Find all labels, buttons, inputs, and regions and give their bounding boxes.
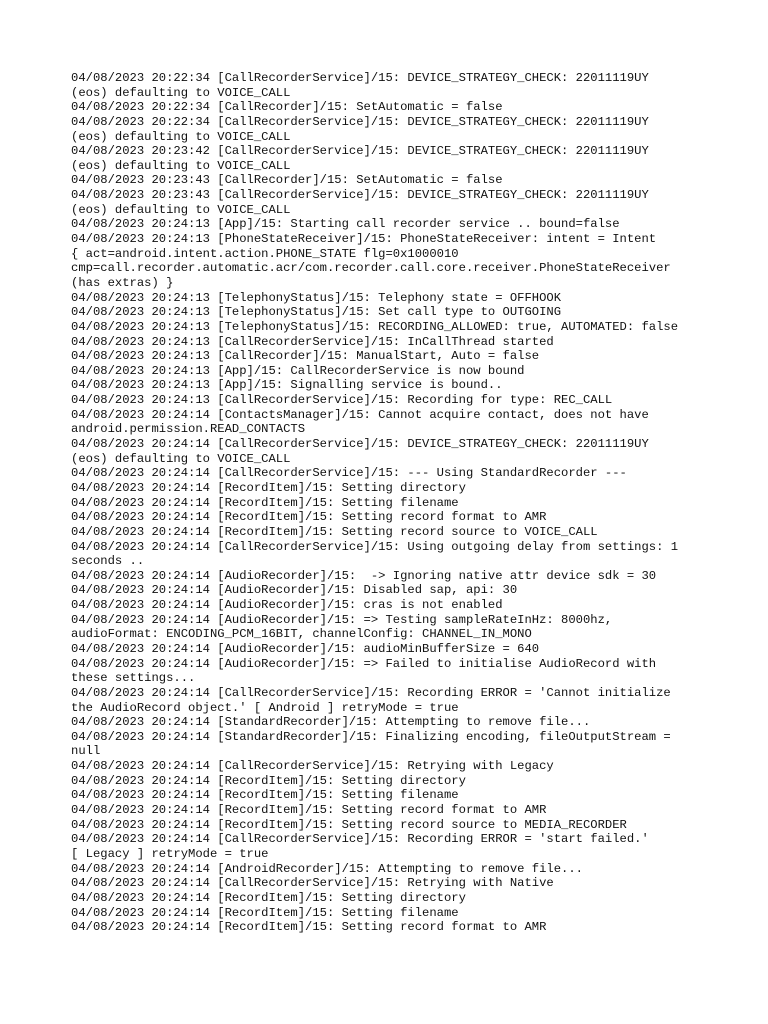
log-line: [ Legacy ] retryMode = true <box>71 846 269 861</box>
log-line: 04/08/2023 20:24:14 [CallRecorderService]/15: Recording ERROR = 'Cannot initialize <box>71 685 671 700</box>
log-line: 04/08/2023 20:22:34 [CallRecorderService]/15: DEVICE_STRATEGY_CHECK: 22011119UY <box>71 114 649 129</box>
log-line: 04/08/2023 20:24:13 [TelephonyStatus]/15: RECORDING_ALLOWED: true, AUTOMATED: false <box>71 319 679 334</box>
log-line: 04/08/2023 20:24:14 [CallRecorderService]/15: --- Using StandardRecorder --- <box>71 466 627 481</box>
log-line: 04/08/2023 20:24:14 [CallRecorderService]/15: Retrying with Native <box>71 876 554 891</box>
log-line: null <box>71 744 101 759</box>
log-line: 04/08/2023 20:24:13 [PhoneStateReceiver]/15: PhoneStateReceiver: intent = Intent <box>71 232 657 247</box>
log-line: 04/08/2023 20:22:34 [CallRecorderService]/15: DEVICE_STRATEGY_CHECK: 22011119UY <box>71 71 649 85</box>
log-line: (eos) defaulting to VOICE_CALL <box>71 129 291 144</box>
log-line: 04/08/2023 20:24:14 [RecordItem]/15: Setting record source to VOICE_CALL <box>71 524 598 539</box>
log-line: 04/08/2023 20:24:14 [RecordItem]/15: Setting filename <box>71 788 459 803</box>
log-line: 04/08/2023 20:24:13 [App]/15: Starting call recorder service .. bound=false <box>71 217 620 232</box>
log-line: 04/08/2023 20:24:14 [RecordItem]/15: Setting directory <box>71 480 466 495</box>
log-line: 04/08/2023 20:24:13 [CallRecorderService]/15: InCallThread started <box>71 334 554 349</box>
log-line: cmp=call.recorder.automatic.acr/com.recorder.call.core.receiver.PhoneStateReceiver <box>71 261 671 276</box>
log-line: 04/08/2023 20:24:14 [AudioRecorder]/15: => Failed to initialise AudioRecord with <box>71 656 657 671</box>
log-line: 04/08/2023 20:24:14 [AndroidRecorder]/15: Attempting to remove file... <box>71 861 583 876</box>
log-line: 04/08/2023 20:24:14 [RecordItem]/15: Setting record format to AMR <box>71 510 547 525</box>
log-line: 04/08/2023 20:24:14 [RecordItem]/15: Setting filename <box>71 495 459 510</box>
log-line: 04/08/2023 20:24:14 [AudioRecorder]/15: audioMinBufferSize = 640 <box>71 641 540 656</box>
log-line: 04/08/2023 20:24:14 [CallRecorderService]/15: DEVICE_STRATEGY_CHECK: 22011119UY <box>71 437 649 452</box>
log-line: 04/08/2023 20:24:14 [AudioRecorder]/15: Disabled sap, api: 30 <box>71 583 518 598</box>
log-line: the AudioRecord object.' [ Android ] retryMode = true <box>71 700 459 715</box>
log-line: 04/08/2023 20:22:34 [CallRecorder]/15: SetAutomatic = false <box>71 100 503 115</box>
log-line: 04/08/2023 20:24:14 [RecordItem]/15: Setting filename <box>71 905 459 920</box>
log-line: 04/08/2023 20:24:13 [CallRecorder]/15: ManualStart, Auto = false <box>71 349 540 364</box>
log-line: seconds .. <box>71 554 145 569</box>
log-line: 04/08/2023 20:24:14 [RecordItem]/15: Setting record format to AMR <box>71 920 547 935</box>
log-line: 04/08/2023 20:24:14 [AudioRecorder]/15: cras is not enabled <box>71 598 503 613</box>
log-line: 04/08/2023 20:24:14 [RecordItem]/15: Setting record source to MEDIA_RECORDER <box>71 817 627 832</box>
log-line: 04/08/2023 20:24:14 [CallRecorderService]/15: Using outgoing delay from settings: 1 <box>71 539 679 554</box>
log-line: 04/08/2023 20:23:42 [CallRecorderService]/15: DEVICE_STRATEGY_CHECK: 22011119UY <box>71 144 649 159</box>
log-line: 04/08/2023 20:24:13 [TelephonyStatus]/15: Telephony state = OFFHOOK <box>71 290 562 305</box>
log-line: 04/08/2023 20:24:13 [TelephonyStatus]/15: Set call type to OUTGOING <box>71 305 562 320</box>
log-line: 04/08/2023 20:24:14 [StandardRecorder]/15: Attempting to remove file... <box>71 715 591 730</box>
log-line: 04/08/2023 20:23:43 [CallRecorderService]/15: DEVICE_STRATEGY_CHECK: 22011119UY <box>71 188 649 203</box>
log-line: android.permission.READ_CONTACTS <box>71 422 306 437</box>
log-document <box>71 71 711 935</box>
log-line: 04/08/2023 20:24:14 [ContactsManager]/15: Cannot acquire contact, does not have <box>71 407 649 422</box>
log-line: 04/08/2023 20:24:14 [RecordItem]/15: Setting record format to AMR <box>71 803 547 818</box>
log-line: 04/08/2023 20:24:14 [AudioRecorder]/15: => Testing sampleRateInHz: 8000hz, <box>71 612 613 627</box>
log-line: 04/08/2023 20:24:13 [App]/15: CallRecorderService is now bound <box>71 363 525 378</box>
log-line: audioFormat: ENCODING_PCM_16BIT, channelConfig: CHANNEL_IN_MONO <box>71 627 532 642</box>
log-line: (eos) defaulting to VOICE_CALL <box>71 451 291 466</box>
log-line: (has extras) } <box>71 275 174 290</box>
log-line: 04/08/2023 20:24:13 [App]/15: Signalling service is bound.. <box>71 378 503 393</box>
log-line: 04/08/2023 20:24:14 [RecordItem]/15: Setting directory <box>71 773 466 788</box>
log-line: 04/08/2023 20:24:14 [CallRecorderService]/15: Retrying with Legacy <box>71 759 554 774</box>
log-line: 04/08/2023 20:24:14 [AudioRecorder]/15: -> Ignoring native attr device sdk = 30 <box>71 568 657 583</box>
log-line: 04/08/2023 20:24:14 [CallRecorderService]/15: Recording ERROR = 'start failed.' <box>71 832 649 847</box>
log-line: (eos) defaulting to VOICE_CALL <box>71 202 291 217</box>
log-line: (eos) defaulting to VOICE_CALL <box>71 158 291 173</box>
log-line: these settings... <box>71 671 196 686</box>
log-line: 04/08/2023 20:24:14 [StandardRecorder]/15: Finalizing encoding, fileOutputStream = <box>71 729 671 744</box>
log-line: { act=android.intent.action.PHONE_STATE flg=0x1000010 <box>71 246 459 261</box>
log-line: 04/08/2023 20:24:13 [CallRecorderService]/15: Recording for type: REC_CALL <box>71 393 613 408</box>
log-line: 04/08/2023 20:24:14 [RecordItem]/15: Setting directory <box>71 890 466 905</box>
log-line: (eos) defaulting to VOICE_CALL <box>71 85 291 100</box>
log-line: 04/08/2023 20:23:43 [CallRecorder]/15: SetAutomatic = false <box>71 173 503 188</box>
